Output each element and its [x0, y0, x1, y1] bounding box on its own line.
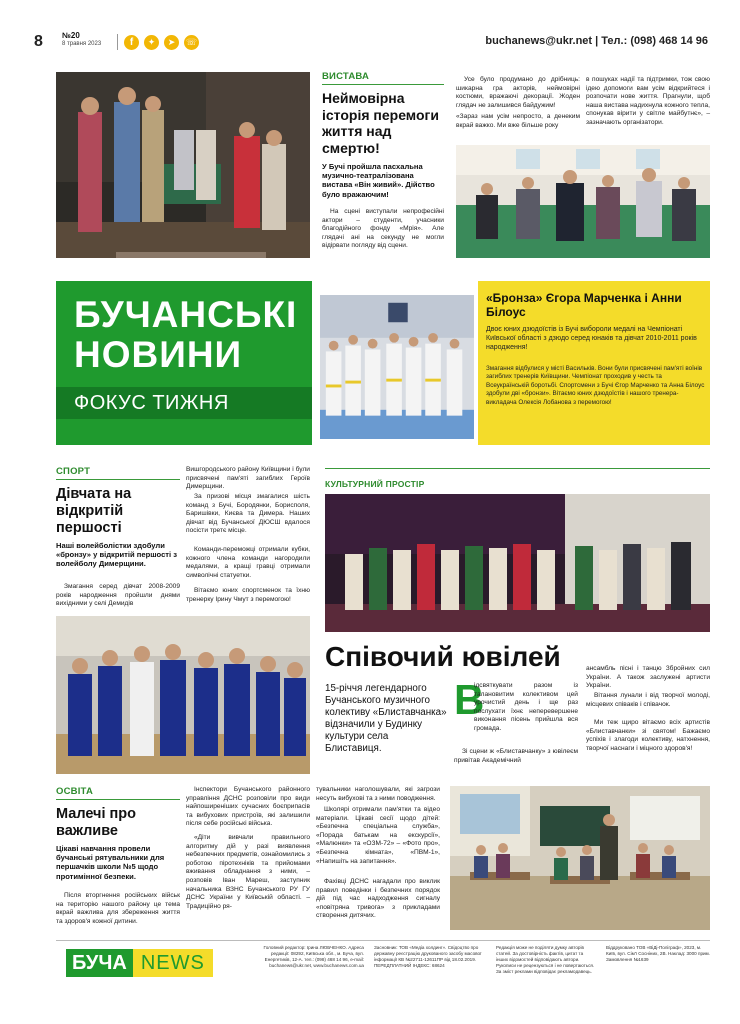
theatre-photo	[56, 72, 310, 258]
footer-disclaimer: Редакція може не поділяти думку авторів статей. За достовірність фактів, цитат та інших відомостей відповідають автори. Рукописи не рецензуються і не повертаються. За зміст реклами відповідає рекламодавець.	[496, 945, 595, 974]
osvita-lead: Цікаві навчання провели бучанські рятувальники для першачків школи №5 щодо протимінної безпеки.	[56, 844, 165, 881]
kultura-headline: Співочий ювілей	[325, 641, 561, 672]
sport-paragraph-3: За призові місця змагалися шість команд з Бучі, Бородянки, Борисполя, Баришівки, Києва та Димера. Наших дівчат від Бучанської ДЮСШ вдалося посісти третє місце.	[186, 493, 310, 535]
sport-lead: Наші волейболістки здобули «бронзу» у відкритій першості з волейболу Димерщини.	[56, 541, 178, 569]
vistava-headline: Неймовірна історія перемоги життя над смертю!	[322, 90, 439, 156]
section-rule-kultura	[325, 468, 710, 469]
logo-news: NEWS	[133, 949, 213, 977]
kultura-paragraph-1: ідсвяткувати разом із талановитим колективом цей урочистий день і ще раз послухати їхнє неперевершене виконання пісень прийшла вся громада.	[474, 682, 578, 732]
twitter-icon[interactable]: ✦	[144, 35, 159, 50]
judo-headline: «Бронза» Єгора Марченка і Анни Білоус	[486, 291, 682, 319]
osvita-paragraph-4: тувальники наголошували, які загрози несуть вибухові та з ними поводження.	[316, 786, 440, 802]
choir-photo	[325, 494, 710, 632]
section-tag-osvita: ОСВІТА	[56, 786, 94, 797]
classroom-photo	[450, 786, 710, 930]
kultura-paragraph-3: ансамбль пісні і танцю Збройних сил України. А також заслужені артисти України.	[586, 665, 710, 690]
facebook-icon[interactable]: f	[124, 35, 139, 50]
kultura-paragraph-2: Зі сцени ж «Блиставчанку» з ювілеєм привітав Академічний	[454, 748, 578, 764]
viber-icon[interactable]: ☏	[184, 35, 199, 50]
banner-yellow-block	[478, 281, 710, 445]
logo-bucha: БУЧА	[66, 949, 133, 977]
vistava-paragraph-1: На сцені виступали непрофесійні актори – студенти, учасники благодійного фонду «Мрія». Але глядачі ані на секунду не могли відірвати погляду від сцени.	[322, 208, 444, 250]
footer-editorial-info: Головний редактор: Ірина ЛЮБЧЕНКО. Адреса редакції: 08292, Київська обл., м. Буча, вул. Енергетиків, 12-А. тел.: (098) 468 14 96, e-mail: buchanews@ukr.net, www.buchanews.com.ua	[263, 945, 364, 968]
kultura-paragraph-1-cont	[454, 718, 578, 719]
header-contact: buchanews@ukr.net | Тел.: (098) 468 14 96	[485, 35, 708, 47]
banner-subtitle-bar	[56, 387, 312, 419]
banner-subtitle: ФОКУС ТИЖНЯ	[74, 392, 229, 414]
osvita-paragraph-5: Школярі отримали пам'ятки та відео матеріали. Цікаві сесії щодо дітей: «Безпечна спеціальна служба», «Порада батькам на екскурсії», «Малюнки» та «ОЗМ-72» – «Фото про», «Безпечна кімната», «ПВМ-1», «Напишіть на запитання».	[316, 806, 440, 865]
social-icons	[124, 35, 199, 50]
page-header	[0, 30, 740, 56]
section-rule-osvita	[56, 799, 180, 800]
section-tag-kultura: КУЛЬТУРНИЙ ПРОСТІР	[325, 479, 425, 489]
header-divider	[117, 34, 118, 50]
judo-lead: Двоє юних дзюдоїстів із Бучі вибороли медалі на Чемпіонаті Київської області з дзюдо серед юнаків та дівчат 2010-2011 років народження!	[486, 326, 697, 351]
footer-founder-info: Засновник: ТОВ «Медіа холдинг». Свідоцтво про державну реєстрацію друкованого засобу масової інформації КВ №22711-12611ПР від 18.02.2019. ПЕРЕДПЛАТНИЙ ІНДЕКС: 68624	[374, 945, 482, 968]
judo-photo	[318, 293, 476, 441]
banner-title-line-1: БУЧАНСЬКІ	[74, 294, 298, 335]
sport-paragraph-4: Команди-переможці отримали кубки, кожного члена команди нагородили медалями, а кращі гравці отримали символічні статуетки.	[186, 546, 310, 579]
sport-paragraph-5: Вітаємо юних спортсменок та їхню тренерку Ірину Чмут з перемогою!	[186, 587, 310, 603]
issue-date: 8 травня 2023	[62, 41, 102, 47]
banner-green-block	[56, 281, 312, 445]
vistava-lead: У Бучі пройшла пасхальна музично-театралізована вистава «Він живий». Дійство було вражаючим!	[322, 162, 435, 199]
volleyball-photo	[56, 616, 310, 774]
kultura-paragraph-5: Ми теж щиро вітаємо всіх артистів «Блиставчанки» зі святом! Бажаємо успіхів і злагоди колективу, натхнення, творчої наснаги і міцного здоров'я!	[586, 719, 710, 752]
vistava-paragraph-2: Усе було продумано до дрібниць: шикарна гра акторів, неймовірні костюми, вражаючі декорації. Жоден глядач не залишився байдужим!	[456, 76, 580, 109]
section-rule-vistava	[322, 84, 444, 85]
audience-photo	[456, 145, 710, 258]
kultura-lead: 15-річчя легендарного Бучанського музичного колективу «Блиставчанка» відзначили у Будинку культури села Блиставиця.	[325, 683, 447, 754]
footer-print-info: Віддруковано ТОВ «ВіДі-Поліграф», 2023, м. Київ, вул. Сім'ї Сосніних, 2В. Наклад: 3000 прим. Замовлення №1639	[606, 945, 710, 962]
footer	[56, 940, 710, 984]
osvita-paragraph-6: Фахівці ДСНС нагадали про виклик правил поведінки і безпечних порядок дій під час надходження сигналу «повітряна тривога» з прикладами створення дитячих.	[316, 878, 440, 920]
banner-title-line-2: НОВИНИ	[74, 334, 243, 375]
section-tag-sport: СПОРТ	[56, 466, 91, 477]
osvita-paragraph-1: Після вторгнення російських військ на територію нашого району це тема вкрай важлива для збереження життя та здоров'я кожної дитини.	[56, 892, 180, 925]
sport-paragraph-2: Вишгородського району Київщини і були присвячені пам'яті загиблих Героїв Димерщини.	[186, 466, 310, 491]
vistava-paragraph-4: в пошуках надії та підтримки, тож свою ідею допомоги вам усім відкрийтеся і розпочати нове життя. Прагнули, щоб наша вистава надихнула кожного тепла, спонукав вірити у світле майбутнє», – зазначають організатори.	[586, 76, 710, 126]
osvita-paragraph-3: «Діти вивчали правильного алгоритму дій у разі виявлення небезпечних предметів, ознайомились з роботою піротехніків та прийомами вживання обладнання з ними, – розповів Іван Мареш, заступник начальника ВЗНС Бучанського РУ ГУ ДСНС України у Київській області. – Традиційно ря-	[186, 834, 310, 910]
vistava-paragraph-3: «Зараз нам усім непросто, а денеким вкрай важко. Ми вже більше року	[456, 113, 580, 129]
section-tag-vistava: ВИСТАВА	[322, 71, 370, 82]
kultura-dropcap: В	[454, 676, 485, 723]
telegram-icon[interactable]: ➤	[164, 35, 179, 50]
section-rule-sport	[56, 479, 180, 480]
footer-logo	[66, 949, 234, 977]
osvita-headline: Малечі про важливе	[56, 806, 136, 839]
osvita-paragraph-2: Інспектори Бучанського районного управління ДСНС розповіли про види найпоширеніших сучасних боєприпасів та вибухових пристроїв, які залишили після себе російські війська.	[186, 786, 310, 828]
issue-number: №20	[62, 31, 80, 40]
judo-body: Змагання відбулися у місті Васильків. Вони були присвячені пам'яті воїнів загиблих тренерів Київщини. Чемпіонат проходив у честь та Всеукраїнській боротьбі. Спортсмени з Бучі Єгор Марченко та Анна Білоус здобули дві «бронзи». Вітаємо юних дзюдоїстів і нашого тренера-викладача Олексія Лобанова з перемогою!	[486, 365, 705, 406]
page-number: 8	[34, 33, 43, 50]
sport-paragraph-1: Змагання серед дівчат 2008-2009 років народження пройшли днями вихідними у селі Демидів	[56, 583, 180, 608]
sport-headline: Дівчата на відкритій першості	[56, 486, 132, 536]
kultura-paragraph-4: Вітання лунали і від творчої молоді, місцевих співаків і співачок.	[586, 692, 710, 708]
